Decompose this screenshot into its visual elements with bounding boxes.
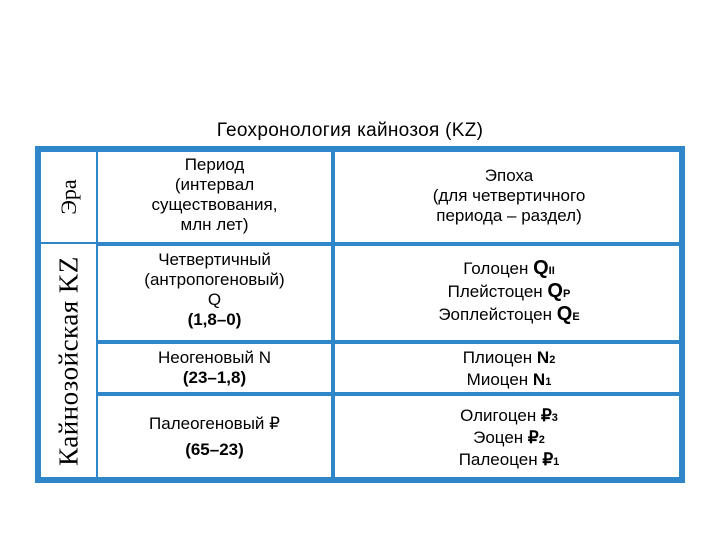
period-range: (23–1,8) — [182, 368, 247, 387]
epoch-cell-paleogene — [335, 406, 683, 472]
epoch-header-cell — [335, 166, 683, 226]
period-symbol: Q — [207, 290, 222, 309]
epoch-index: P — [562, 288, 571, 300]
epoch-symbol: N — [532, 370, 546, 389]
epoch-header-line: Эпоха — [484, 166, 534, 185]
epoch-name: Эоцен — [473, 428, 524, 447]
epoch-symbol: Q — [556, 303, 573, 325]
epoch-item — [335, 406, 683, 428]
period-cell-quaternary — [98, 250, 331, 330]
row-divider — [98, 242, 683, 246]
epoch-symbol: ₽ — [540, 406, 552, 425]
epoch-name: Плейстоцен — [447, 282, 543, 301]
epoch-item — [335, 450, 683, 472]
epoch-index: 2 — [549, 354, 556, 366]
epoch-index: 1 — [545, 376, 552, 388]
period-cell-paleogene — [98, 414, 331, 460]
epoch-symbol: N — [536, 348, 550, 367]
epoch-cell-neogene — [335, 348, 683, 392]
period-range: (65–23) — [185, 440, 244, 459]
epoch-name: Плиоцен — [462, 348, 533, 367]
epoch-item — [335, 370, 683, 392]
period-header-line: Период — [184, 155, 245, 174]
era-name-cell — [41, 244, 96, 477]
era-column — [41, 152, 96, 477]
epoch-symbol: Q — [533, 257, 549, 279]
period-name: Четвертичный — [158, 250, 271, 269]
epoch-cell-quaternary — [335, 258, 683, 327]
epoch-item — [335, 258, 683, 281]
era-header-label: Эра — [55, 179, 81, 215]
period-header-line: существования, — [151, 195, 278, 214]
epoch-symbol: ₽ — [527, 428, 539, 447]
era-header-cell — [41, 152, 96, 244]
epoch-symbol: Q — [547, 280, 563, 302]
table-title: Геохронология кайнозоя (KZ) — [216, 120, 484, 141]
epoch-name: Эоплейстоцен — [438, 305, 553, 324]
era-name-label: Кайнозойская KZ — [53, 255, 83, 466]
epoch-index: E — [572, 311, 580, 323]
epoch-name: Палеоцен — [458, 450, 538, 469]
period-header-line: млн лет) — [180, 215, 249, 234]
period-name: Неогеновый N — [157, 348, 272, 367]
epoch-item — [335, 281, 683, 304]
row-divider — [98, 392, 683, 396]
epoch-symbol: ₽ — [542, 450, 554, 469]
epoch-name: Олигоцен — [460, 406, 537, 425]
epoch-name: Миоцен — [466, 370, 529, 389]
period-cell-neogene — [98, 348, 331, 388]
epoch-index: II — [548, 265, 555, 277]
table-body — [41, 152, 679, 477]
period-name: Палеогеновый ₽ — [149, 414, 280, 433]
period-alt-name: (антропогеновый) — [144, 270, 285, 289]
epoch-item — [335, 428, 683, 450]
period-header-cell — [98, 155, 331, 235]
epoch-header-line: периода – раздел) — [436, 206, 582, 225]
epoch-index: 3 — [551, 412, 558, 424]
epoch-name: Голоцен — [463, 259, 529, 278]
epoch-item — [335, 348, 683, 370]
row-divider — [98, 340, 683, 344]
period-range: (1,8–0) — [187, 310, 242, 329]
epoch-index: 1 — [553, 456, 560, 468]
geochronology-table — [35, 146, 685, 483]
epoch-index: 2 — [538, 434, 545, 446]
epoch-item — [335, 304, 683, 327]
period-header-line: (интервал — [174, 175, 255, 194]
epoch-header-line: (для четвертичного — [432, 186, 586, 205]
